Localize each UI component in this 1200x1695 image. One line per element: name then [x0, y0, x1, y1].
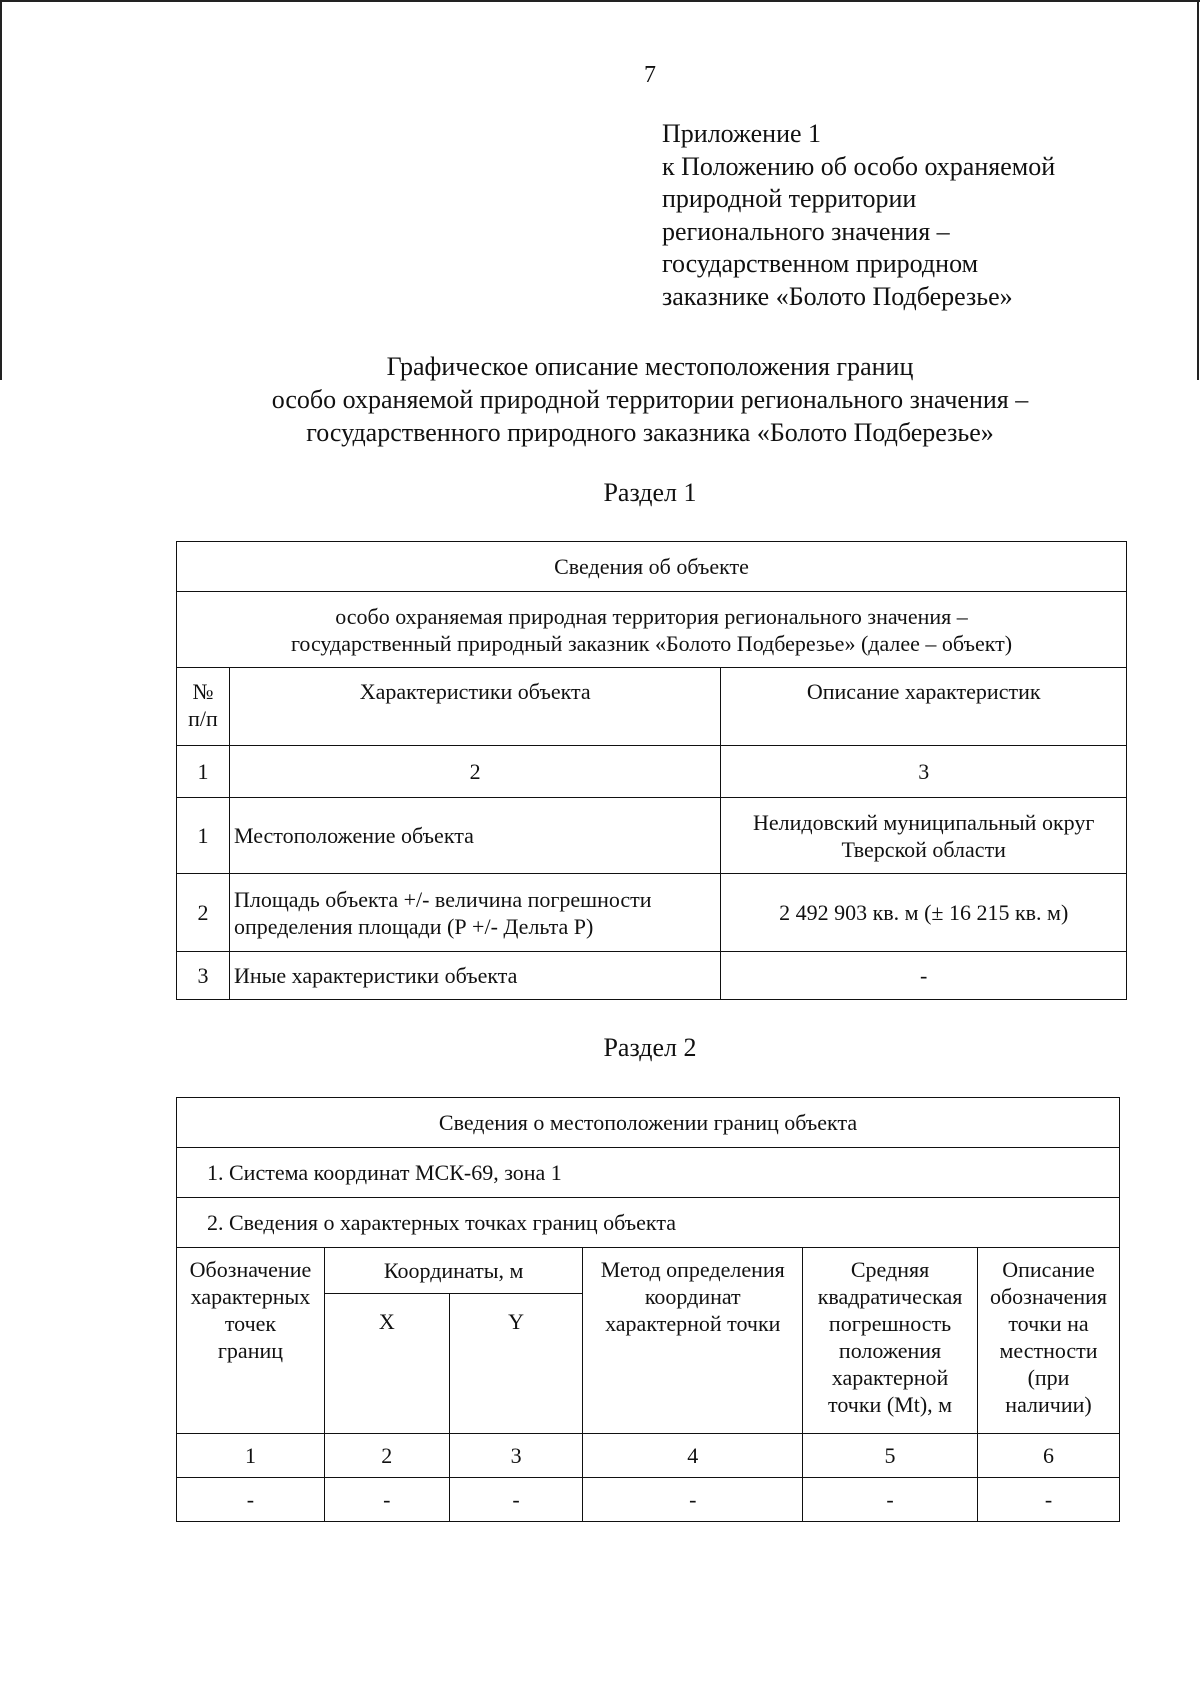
object-description-line: государственный природный заказник «Болото Подберезье» (далее – объект) [290, 630, 1013, 656]
data-cell: - [449, 1478, 583, 1522]
characteristic-header: Характеристики объекта [229, 668, 720, 746]
col-number: 3 [449, 1434, 583, 1478]
data-cell: - [583, 1478, 803, 1522]
section1-heading: Раздел 1 [603, 478, 697, 507]
data-cell: - [177, 1478, 325, 1522]
title-line: особо охраняемой природной территории регионального значения – [271, 385, 1029, 414]
appendix-line: государственном природном [662, 249, 979, 278]
page-number: 7 [644, 62, 656, 88]
characteristic-cell [229, 874, 720, 952]
title-line: Графическое описание местоположения границ [386, 352, 914, 381]
y-header: Y [449, 1294, 583, 1434]
num-header-line: п/п [188, 706, 218, 731]
scan-left-edge [0, 0, 2, 380]
characteristic-line: Площадь объекта +/- величина погрешности [233, 886, 652, 912]
appendix-line: природной территории [662, 184, 917, 213]
method-header [583, 1248, 803, 1434]
num-header-line: № [192, 679, 214, 704]
characteristic-cell: Иные характеристики объекта [229, 952, 720, 1000]
location-header [978, 1248, 1120, 1434]
appendix-line: к Положению об особо охраняемой [662, 151, 1056, 181]
appendix-block [662, 118, 1055, 313]
col-number: 6 [978, 1434, 1120, 1478]
header-line: точки на [1008, 1311, 1089, 1336]
header-line: обозначения [989, 1284, 1108, 1309]
data-cell: - [324, 1478, 449, 1522]
header-line: (при [1027, 1365, 1070, 1390]
section2-heading: Раздел 2 [603, 1033, 697, 1062]
data-cell: - [978, 1478, 1120, 1522]
appendix-line: заказнике «Болото Подберезье» [662, 281, 1013, 311]
header-line: Метод определения [600, 1257, 785, 1282]
coordinates-header: Координаты, м [324, 1248, 583, 1294]
value-cell: - [721, 952, 1127, 1000]
document-title [0, 350, 1200, 449]
row-number: 1 [177, 798, 230, 874]
data-cell: - [803, 1478, 978, 1522]
characteristic-line: определения площади (Р +/- Дельта Р) [233, 913, 594, 939]
value-line: Нелидовский муниципальный округ [753, 809, 1095, 835]
scan-right-edge [1197, 0, 1199, 380]
object-description-line: особо охраняемая природная территория регионального значения – [335, 603, 968, 629]
header-line: положения [838, 1338, 942, 1363]
coordinate-system: 1. Система координат МСК-69, зона 1 [177, 1148, 1120, 1198]
col-number: 2 [229, 746, 720, 798]
header-line: местности [999, 1338, 1098, 1363]
col-number: 1 [177, 746, 230, 798]
row-number: 2 [177, 874, 230, 952]
boundary-table-title: Сведения о местоположении границ объекта [177, 1098, 1120, 1148]
header-line: границ [217, 1338, 284, 1363]
designation-header [177, 1248, 325, 1434]
header-line: характерной точки [605, 1311, 781, 1336]
header-line: Описание [1002, 1257, 1095, 1282]
col-number: 4 [583, 1434, 803, 1478]
header-line: квадратическая [817, 1284, 963, 1309]
error-header [803, 1248, 978, 1434]
appendix-line: Приложение 1 [662, 119, 822, 148]
header-line: Обозначение [189, 1257, 312, 1282]
points-title: 2. Сведения о характерных точках границ объекта [177, 1198, 1120, 1248]
scan-top-edge [0, 0, 1200, 2]
object-info-table [176, 541, 1127, 1000]
value-cell: 2 492 903 кв. м (± 16 215 кв. м) [721, 874, 1127, 952]
col-number: 5 [803, 1434, 978, 1478]
header-line: точек [224, 1311, 277, 1336]
boundary-points-table [176, 1097, 1120, 1522]
value-cell [721, 798, 1127, 874]
header-line: наличии) [1005, 1392, 1092, 1417]
header-line: точки (Mt), м [828, 1392, 953, 1417]
num-header [177, 668, 230, 746]
object-table-title: Сведения об объекте [177, 542, 1127, 592]
header-line: характерной [831, 1365, 949, 1390]
appendix-line: регионального значения – [662, 216, 950, 246]
col-number: 1 [177, 1434, 325, 1478]
header-line: характерных [190, 1284, 311, 1309]
characteristic-cell: Местоположение объекта [229, 798, 720, 874]
title-line: государственного природного заказника «Болото Подберезье» [306, 418, 994, 447]
description-header: Описание характеристик [721, 668, 1127, 746]
header-line: погрешность [828, 1311, 952, 1336]
header-line: координат [644, 1284, 741, 1309]
row-number: 3 [177, 952, 230, 1000]
col-number: 2 [324, 1434, 449, 1478]
object-description [177, 592, 1127, 668]
header-line: Средняя [850, 1257, 930, 1282]
col-number: 3 [721, 746, 1127, 798]
value-line: Тверской области [841, 836, 1006, 862]
x-header: X [324, 1294, 449, 1434]
